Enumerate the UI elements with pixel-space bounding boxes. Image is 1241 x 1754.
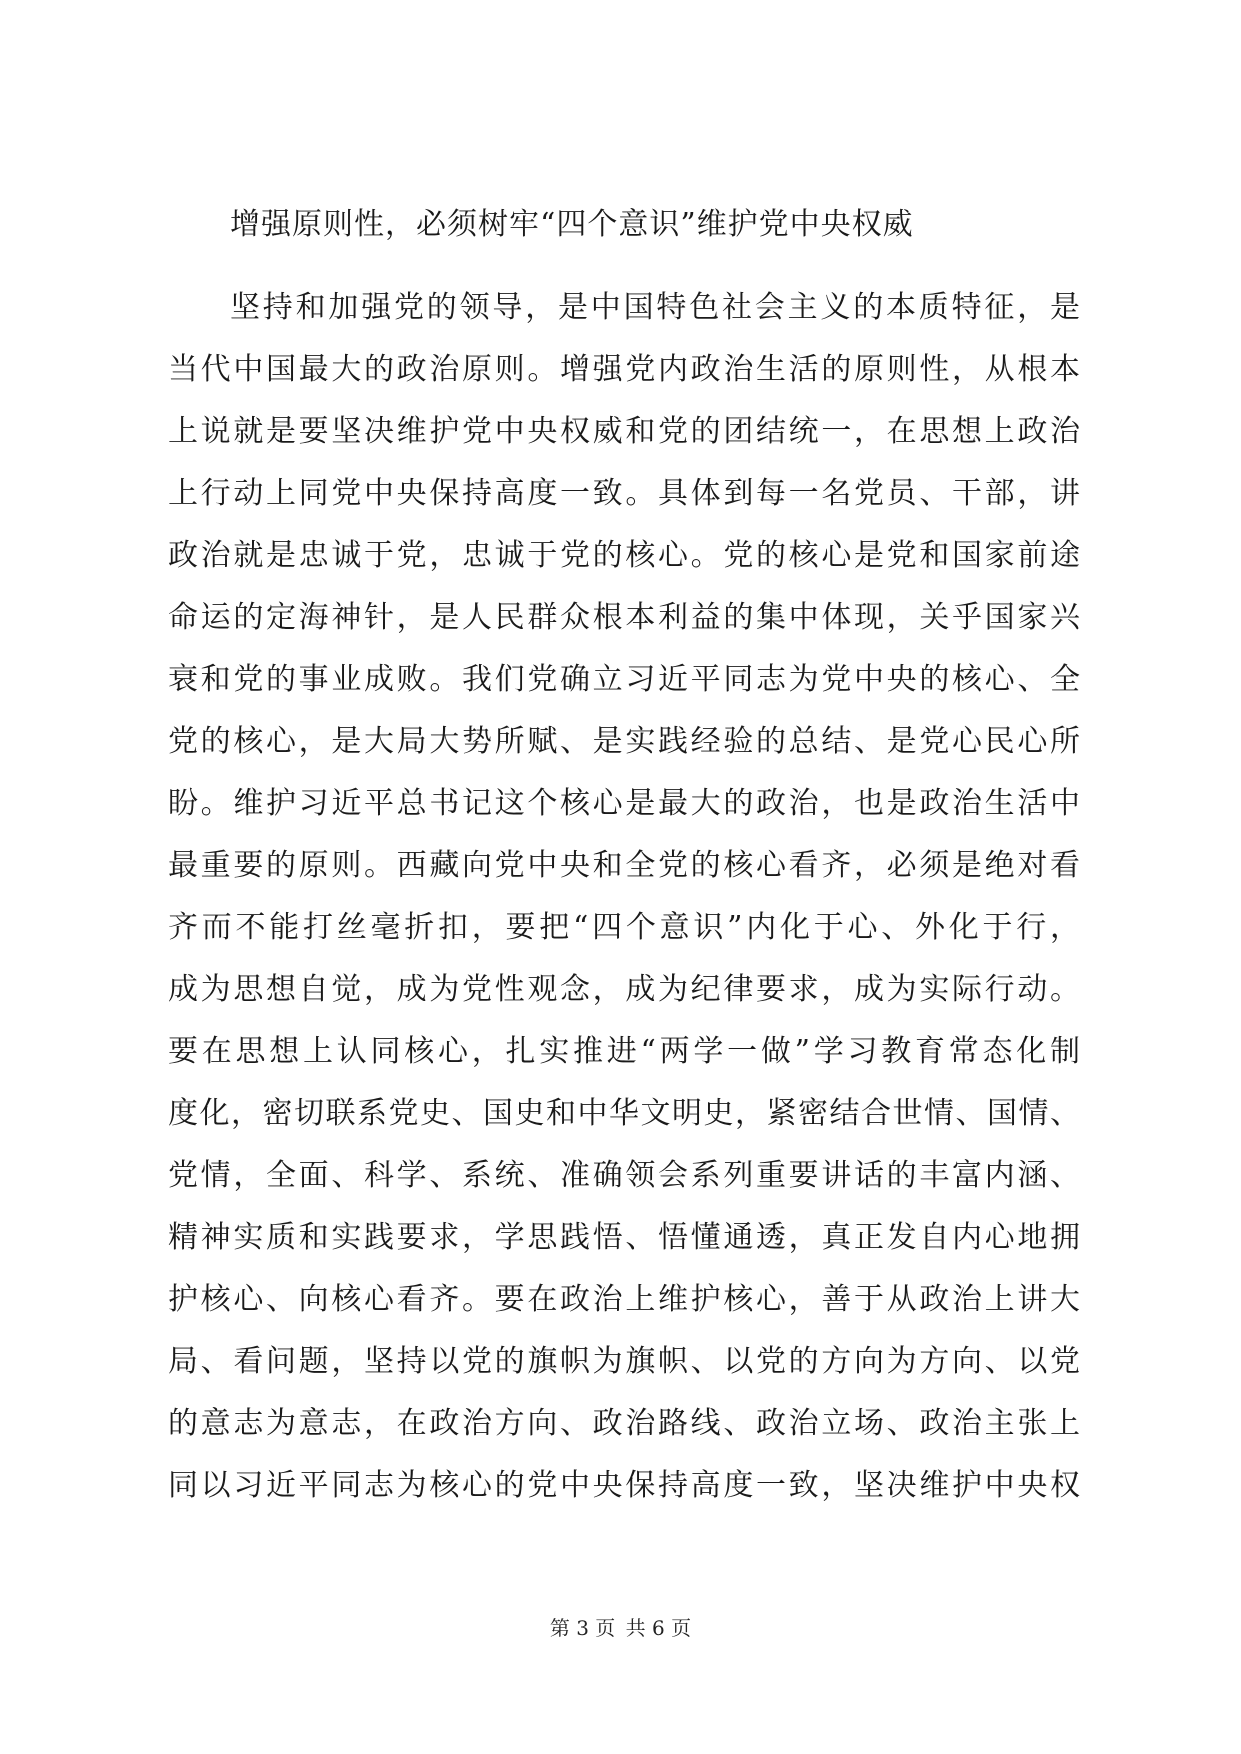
paragraph-line: 精神实质和实践要求，学思践悟、悟懂通透，真正发自内心地拥	[168, 1220, 1080, 1255]
paragraph-line: 要在思想上认同核心，扎实推进“两学一做”学习教育常态化制	[168, 1034, 1080, 1069]
section-heading: 增强原则性，必须树牢“四个意识”维护党中央权威	[230, 207, 914, 242]
paragraph-line: 同以习近平同志为核心的党中央保持高度一致，坚决维护中央权	[168, 1468, 1080, 1503]
paragraph-line: 最重要的原则。西藏向党中央和全党的核心看齐，必须是绝对看	[168, 848, 1080, 883]
paragraph-line: 齐而不能打丝毫折扣，要把“四个意识”内化于心、外化于行，	[168, 910, 1080, 945]
paragraph-line: 上行动上同党中央保持高度一致。具体到每一名党员、干部，讲	[168, 476, 1080, 511]
paragraph-line: 党情，全面、科学、系统、准确领会系列重要讲话的丰富内涵、	[168, 1158, 1080, 1193]
paragraph-line: 坚持和加强党的领导，是中国特色社会主义的本质特征，是	[230, 290, 1080, 325]
paragraph-line: 盼。维护习近平总书记这个核心是最大的政治，也是政治生活中	[168, 786, 1080, 821]
paragraph-line: 上说就是要坚决维护党中央权威和党的团结统一，在思想上政治	[168, 414, 1080, 449]
page-number: 第 3 页	[549, 1616, 616, 1640]
page-total: 共 6 页	[625, 1616, 692, 1640]
paragraph-line: 命运的定海神针，是人民群众根本利益的集中体现，关乎国家兴	[168, 600, 1080, 635]
paragraph-line: 的意志为意志，在政治方向、政治路线、政治立场、政治主张上	[168, 1406, 1080, 1441]
paragraph-line: 政治就是忠诚于党，忠诚于党的核心。党的核心是党和国家前途	[168, 538, 1080, 573]
paragraph-line: 度化，密切联系党史、国史和中华文明史，紧密结合世情、国情、	[168, 1096, 1080, 1131]
paragraph-line: 局、看问题，坚持以党的旗帜为旗帜、以党的方向为方向、以党	[168, 1344, 1080, 1379]
paragraph-line: 成为思想自觉，成为党性观念，成为纪律要求，成为实际行动。	[168, 972, 1080, 1007]
paragraph-line: 护核心、向核心看齐。要在政治上维护核心，善于从政治上讲大	[168, 1282, 1080, 1317]
body-paragraph	[168, 277, 1080, 1517]
paragraph-line: 党的核心，是大局大势所赋、是实践经验的总结、是党心民心所	[168, 724, 1080, 759]
page-footer	[0, 1614, 1241, 1642]
paragraph-line: 当代中国最大的政治原则。增强党内政治生活的原则性，从根本	[168, 352, 1080, 387]
paragraph-line: 衰和党的事业成败。我们党确立习近平同志为党中央的核心、全	[168, 662, 1080, 697]
